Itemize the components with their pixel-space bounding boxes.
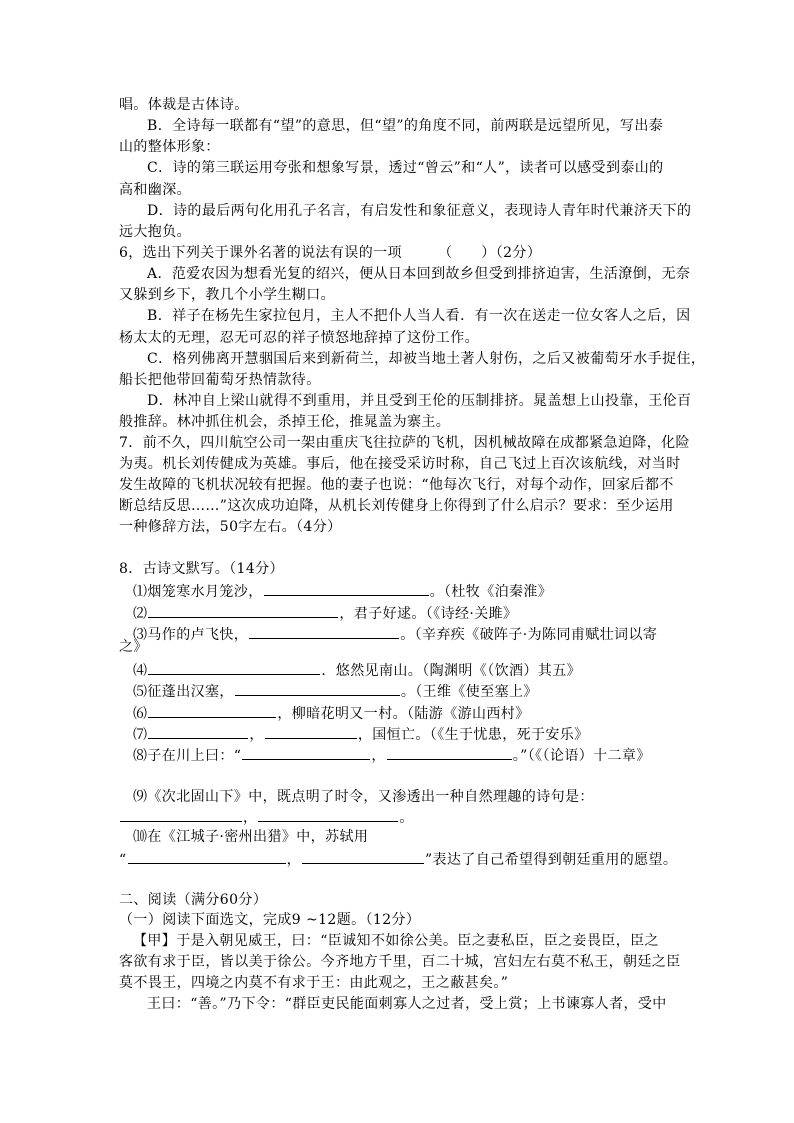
- q5-option-b-cont: 山的整体形象：: [119, 139, 220, 155]
- section-2-title: 二、阅读（满分60分）: [119, 892, 268, 908]
- answer-blank[interactable]: [302, 848, 424, 864]
- q8-item-7-prompt: ⑺: [133, 727, 148, 743]
- answer-blank[interactable]: [148, 659, 320, 675]
- q8-item-7: [133, 723, 589, 746]
- section-2-subtitle: （一）阅读下面选文，完成9 ~12题。（12分）: [119, 912, 421, 928]
- q8-item-3: [133, 623, 657, 646]
- q8-item-9: ⑼《次北固山下》中，既点明了时令，又渗透出一种自然理趣的诗句是：: [133, 789, 594, 805]
- q8-item-2-source: ，君子好逑。（《诗经·关雎》: [339, 606, 518, 622]
- q8-item-5: [133, 680, 538, 703]
- q7-line-5: 一种修辞方法，50字左右。（4分）: [119, 519, 342, 535]
- q6-option-d: D．林冲自上梁山就得不到重用，并且受到王伦的压制排挤。晁盖想上山投靠，王伦百: [147, 393, 692, 409]
- q8-item-9-answer: [119, 806, 414, 829]
- q8-item-7-separator: ，: [249, 727, 264, 743]
- q8-item-10-tail: ”表达了自己希望得到朝廷重用的愿望。: [424, 852, 678, 868]
- q8-item-6-prompt: ⑹: [133, 706, 148, 722]
- q8-item-6: [133, 702, 530, 725]
- passage-jia-line-2: 客欲有求于臣，皆以美于徐公。今齐地方千里，百二十城，宫妇左右莫不私王，朝廷之臣: [119, 954, 681, 970]
- q6-option-b: B．祥子在杨先生家拉包月，主人不把仆人当人看．有一次在送走一位女客人之后，因: [147, 308, 691, 324]
- q8-item-2: [133, 602, 517, 625]
- answer-blank[interactable]: [387, 744, 512, 760]
- answer-blank[interactable]: [128, 848, 286, 864]
- answer-blank[interactable]: [242, 744, 370, 760]
- q8-item-2-prompt: ⑵: [133, 606, 148, 622]
- answer-blank[interactable]: [148, 602, 338, 618]
- q7-line-2: 为夷。机长刘传健成为英雄。事后，他在接受采访时称，自己飞过上百次该航线，对当时: [119, 456, 681, 472]
- q8-item-1: [133, 580, 552, 603]
- passage-jia-line-3: 莫不畏王，四境之内莫不有求于王：由此观之，王之蔽甚矣。”: [119, 975, 509, 991]
- q5-option-d-cont: 远大抱负。: [119, 224, 191, 240]
- q5-line: 唱。体裁是古体诗。: [119, 97, 249, 113]
- q8-item-7-source: ，国恒亡。（《生于忧患，死于安乐》: [357, 727, 589, 743]
- q8-item-10-separator: ，: [286, 852, 301, 868]
- q7-line-1: 7．前不久，四川航空公司一架由重庆飞往拉萨的飞机，因机械故障在成都紧急迫降，化险: [119, 435, 690, 451]
- q6-option-a-cont: 又躲到乡下，教几个小学生糊口。: [119, 287, 335, 303]
- q5-option-c: C．诗的第三联运用夸张和想象写景，透过“曾云”和“人”，读者可以感受到泰山的: [147, 160, 664, 176]
- q8-item-8: [133, 744, 651, 767]
- q7-line-3: 发生故障的飞机状况较有把握。他的妻子也说：“他每次飞行，对每个动作，回家后都不: [119, 477, 674, 493]
- q6-stem: 6，选出下列关于课外名著的说法有误的一项 （ ）（2分）: [119, 245, 542, 261]
- answer-blank[interactable]: [258, 806, 398, 822]
- answer-blank[interactable]: [120, 806, 242, 822]
- answer-blank[interactable]: [249, 623, 399, 639]
- q8-item-5-prompt: ⑸征蓬出汉塞，: [133, 684, 234, 700]
- q6-option-a: A．范爱农因为想看光复的绍兴，便从日本回到故乡但受到排挤迫害，生活潦倒，无奈: [147, 266, 691, 282]
- answer-blank[interactable]: [264, 580, 429, 596]
- q8-item-9-separator: ，: [243, 810, 258, 826]
- q8-item-8-prompt: ⑻子在川上曰：“: [133, 748, 242, 764]
- q6-option-c-cont: 船长把他带回葡萄牙热情款待。: [119, 372, 321, 388]
- answer-blank[interactable]: [148, 702, 276, 718]
- q8-item-1-prompt: ⑴烟笼寒水月笼沙，: [133, 584, 263, 600]
- q6-option-d-cont: 般推辞。林冲抓住机会，杀掉王伦，推晁盖为寨主。: [119, 414, 451, 430]
- q8-title: 8．古诗文默写。（14分）: [119, 561, 284, 577]
- q8-item-3-cont: 之》: [119, 639, 148, 655]
- q8-item-5-source: 。（王维《使至塞上》: [400, 684, 538, 700]
- q6-option-b-cont: 杨太太的无理，忍无可忍的祥子愤怒地辞掉了这份工作。: [119, 330, 479, 346]
- q8-item-4: [133, 659, 581, 682]
- q8-item-3-prompt: ⑶马作的卢飞快，: [133, 627, 249, 643]
- q8-item-10: ⑽在《江城子·密州出猎》中，苏轼用: [133, 829, 369, 845]
- q8-item-1-source: 。（杜牧《泊秦淮》: [429, 584, 553, 600]
- q8-item-3-source: 。（辛弃疾《破阵子·为陈同甫赋壮词以寄: [400, 627, 658, 643]
- answer-blank[interactable]: [235, 680, 400, 696]
- q8-item-8-separator: ，: [371, 748, 386, 764]
- answer-blank[interactable]: [148, 723, 248, 739]
- passage-jia-line-4: 王曰：“善。”乃下令：“群臣吏民能面刺寡人之过者，受上赏；上书谏寡人者，受中: [147, 996, 667, 1012]
- q8-item-4-source: ．悠然见南山。（陶渊明《（饮酒）其五》: [321, 663, 582, 679]
- q7-line-4: 断总结反思……”这次成功迫降，从机长刘传健身上你得到了什么启示？要求：至少运用: [119, 498, 674, 514]
- q8-item-6-source: ，柳暗花明又一村。（陆游《游山西村》: [277, 706, 530, 722]
- q8-item-9-end: 。: [399, 810, 414, 826]
- q8-item-8-source: 。”（《（论语）十二章》: [512, 748, 651, 764]
- q6-option-c: C．格列佛离开慧骃国后来到新荷兰，却被当地土著人射伤，之后又被葡萄牙水手捉住，: [147, 351, 706, 367]
- answer-blank[interactable]: [265, 723, 357, 739]
- q8-item-4-prompt: ⑷: [133, 663, 148, 679]
- q8-item-10-answer: [119, 848, 677, 871]
- q5-option-b: B．全诗每一联都有“望”的意思，但“望”的角度不同，前两联是远望所见，写出泰: [147, 118, 664, 134]
- passage-jia-line-1: 【甲】于是入朝见威王，曰：“臣诚知不如徐公美。臣之妻私臣，臣之妾畏臣，臣之: [133, 933, 659, 949]
- q8-item-10-open-quote: “: [119, 852, 127, 868]
- q5-option-c-cont: 高和幽深。: [119, 182, 191, 198]
- q5-option-d: D．诗的最后两句化用孔子名言，有启发性和象征意义，表现诗人青年时代兼济天下的: [147, 203, 692, 219]
